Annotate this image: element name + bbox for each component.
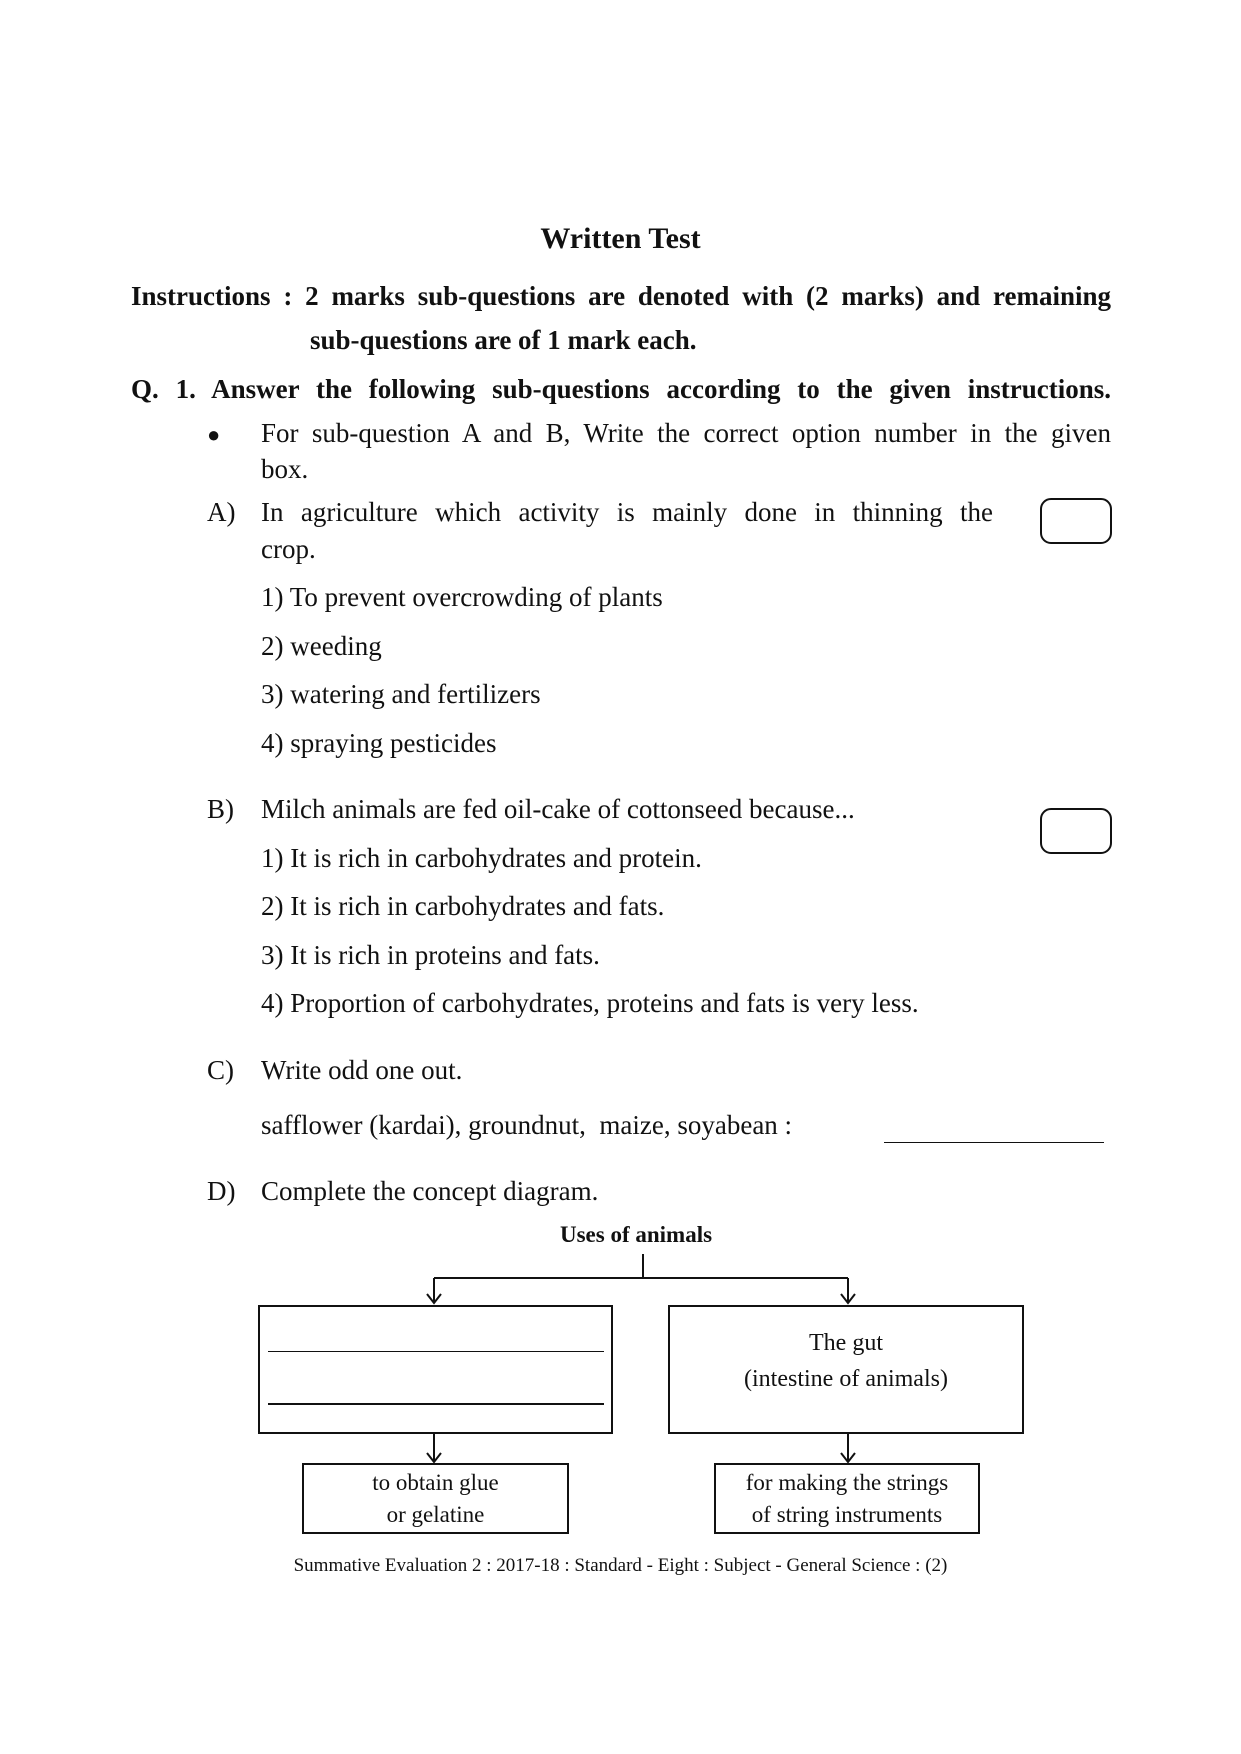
question-b-option: 1) It is rich in carbohydrates and protein. (261, 843, 702, 873)
question-d-label: D) (207, 1176, 236, 1206)
question-c-label: C) (207, 1055, 234, 1085)
left-result-line-1: to obtain glue (372, 1470, 499, 1495)
right-result-line-2: of string instruments (751, 1502, 943, 1527)
q1-instruction-cont: box. (261, 454, 309, 484)
question-d-text: Complete the concept diagram. (261, 1176, 599, 1206)
question-1-heading: Q. 1. Answer the following sub-questions according to the given instructions. (131, 374, 1111, 404)
question-b-label: B) (207, 794, 234, 824)
question-c-text: Write odd one out. (261, 1055, 463, 1085)
diagram-left-result-box (302, 1463, 569, 1534)
blank-line-1[interactable] (268, 1351, 604, 1352)
page-footer: Summative Evaluation 2 : 2017-18 : Standard - Eight : Subject - General Science : (2) (293, 1555, 948, 1576)
diagram-right-box (668, 1305, 1024, 1434)
question-a-option: 3) watering and fertilizers (261, 679, 541, 709)
diagram-left-box (258, 1305, 613, 1434)
diagram-root: Uses of animals (560, 1222, 713, 1247)
blank-line-2[interactable] (268, 1403, 604, 1405)
instructions-line-1: Instructions : 2 marks sub-questions are denoted with (2 marks) and remaining (131, 281, 1111, 311)
question-c-items: safflower (kardai), groundnut, maize, soyabean : (261, 1110, 793, 1140)
bullet-icon: ● (207, 422, 221, 447)
diagram-right-result-box (714, 1463, 980, 1534)
question-b-option: 3) It is rich in proteins and fats. (261, 940, 600, 970)
right-box-line-1: The gut (809, 1330, 883, 1356)
question-b-text: Milch animals are fed oil-cake of cottonseed because... (261, 794, 855, 824)
left-result-line-2: or gelatine (386, 1502, 485, 1527)
instructions-line-2: sub-questions are of 1 mark each. (310, 325, 697, 355)
question-a-option: 2) weeding (261, 631, 382, 661)
question-b-option: 4) Proportion of carbohydrates, proteins and fats is very less. (261, 988, 919, 1018)
question-a-text-cont: crop. (261, 534, 316, 564)
page-title: Written Test (540, 222, 701, 255)
question-a-text: In agriculture which activity is mainly done in thinning the (261, 497, 993, 527)
right-result-line-1: for making the strings (745, 1470, 949, 1495)
question-a-option: 1) To prevent overcrowding of plants (261, 582, 663, 612)
question-a-label: A) (207, 497, 236, 527)
right-box-line-2: (intestine of animals) (744, 1366, 948, 1392)
q1-instruction: For sub-question A and B, Write the correct option number in the given (261, 418, 1111, 448)
question-b-option: 2) It is rich in carbohydrates and fats. (261, 891, 665, 921)
question-a-option: 4) spraying pesticides (261, 728, 497, 758)
